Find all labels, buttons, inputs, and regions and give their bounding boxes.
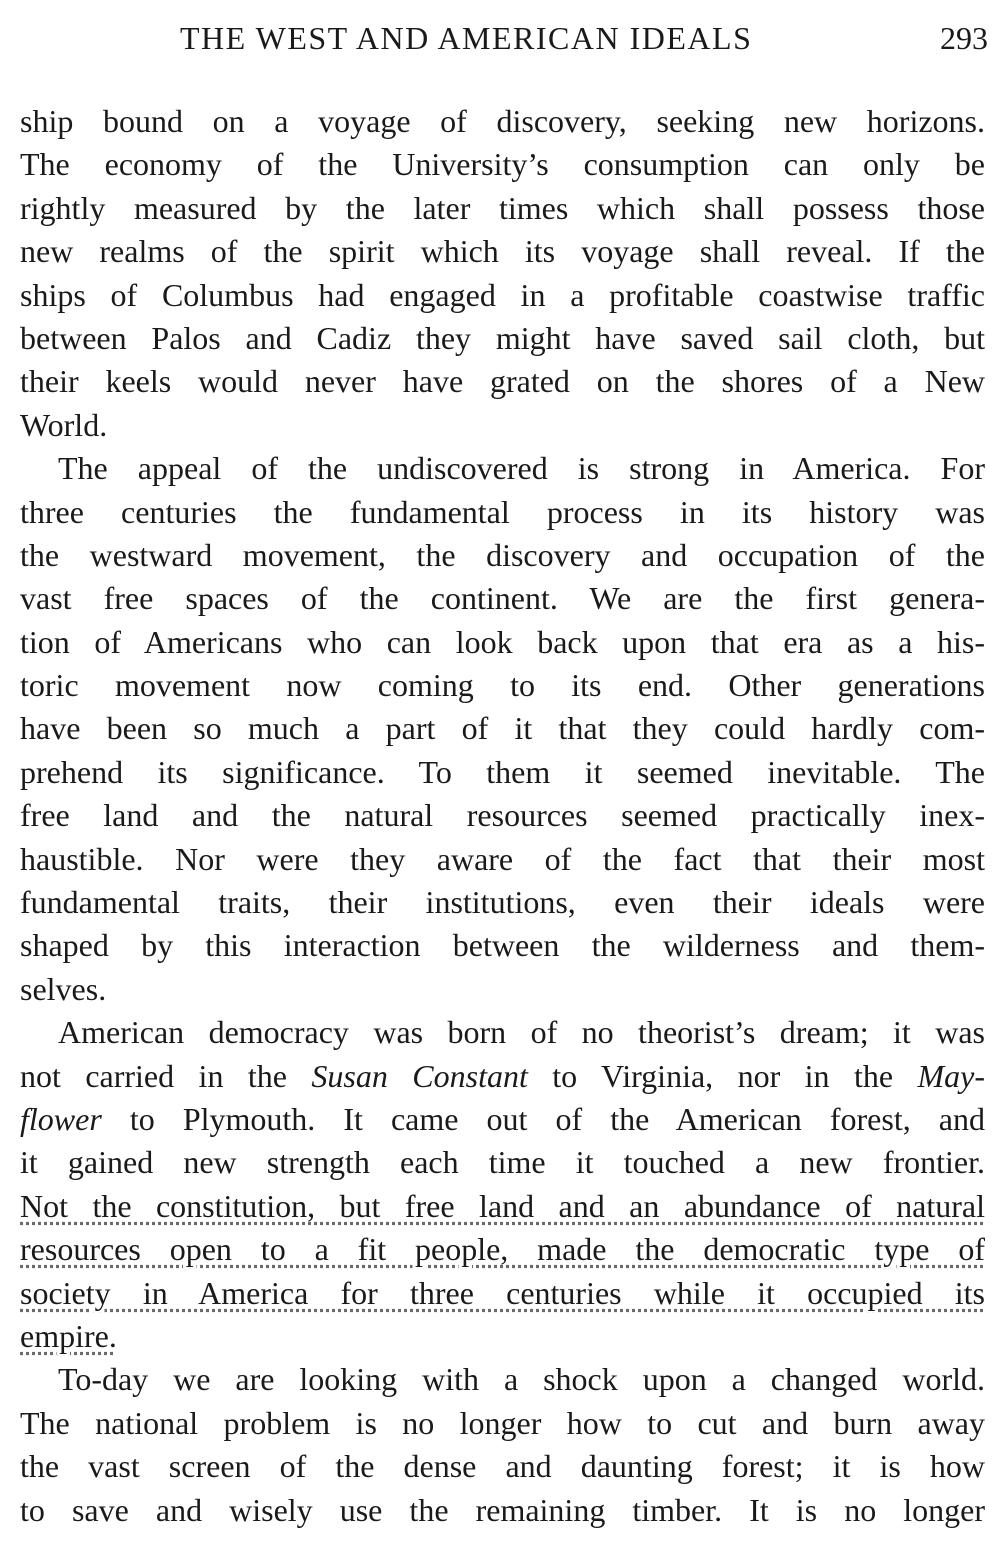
text-line: tion of Americans who can look back upon that era as a his-	[20, 623, 985, 660]
running-head-title: THE WEST AND AMERICAN IDEALS	[180, 20, 753, 56]
text-line: To-day we are looking with a shock upon a changed world.	[58, 1361, 985, 1398]
text-line-underlined: society in America for three centuries while it occupied its	[20, 1274, 985, 1311]
text-line: The appeal of the undiscovered is strong in America. For	[58, 450, 985, 487]
paragraph-2	[20, 447, 985, 1011]
text-line: have been so much a part of it that they could hardly com-	[20, 710, 985, 747]
ship-name-italic: flower	[20, 1100, 102, 1137]
paragraph-4	[20, 1358, 985, 1532]
text-line: free land and the natural resources seemed practically inex-	[20, 797, 985, 834]
text-line: fundamental traits, their institutions, even their ideals were	[20, 884, 985, 921]
text-line: three centuries the fundamental process in its history was	[20, 493, 985, 530]
running-head	[180, 20, 988, 64]
text-line: American democracy was born of no theorist’s dream; it was	[58, 1014, 985, 1051]
text-line-underlined: empire.	[20, 1317, 117, 1354]
text-line: ship bound on a voyage of discovery, seeking new horizons.	[20, 103, 985, 139]
text-line: rightly measured by the later times which shall possess those	[20, 189, 985, 226]
text-line: haustible. Nor were they aware of the fact that their most	[20, 840, 985, 877]
text-line-underlined: resources open to a fit people, made the democratic type of	[20, 1231, 985, 1268]
text-line-underlined: it gained new strength each time it touched a new frontier.	[20, 1144, 985, 1181]
text-line: the westward movement, the discovery and occupation of the	[20, 536, 985, 573]
page-number: 293	[940, 20, 988, 56]
text-line-underlined: Not the constitution, but free land and an abundance of natural	[20, 1187, 985, 1224]
text-line-italic: not carried in the Susan Constant to Virginia, nor in the May-	[20, 1057, 985, 1094]
ship-name-italic: May-	[917, 1057, 985, 1094]
text-line: vast free spaces of the continent. We are the first genera-	[20, 580, 985, 617]
text-line: shaped by this interaction between the wilderness and them-	[20, 927, 985, 964]
text-line: new realms of the spirit which its voyage shall reveal. If the	[20, 233, 985, 270]
body-text	[20, 100, 985, 1532]
paragraph-1-continued	[20, 100, 985, 447]
text-line: The economy of the University’s consumption can only be	[20, 146, 985, 183]
ship-name-italic: Susan Constant	[311, 1057, 528, 1094]
text-line: ships of Columbus had engaged in a profitable coastwise traffic	[20, 276, 985, 313]
text-line: World.	[20, 406, 108, 443]
text-line: their keels would never have grated on the shores of a New	[20, 363, 985, 400]
text-line: prehend its significance. To them it seemed inevitable. The	[20, 753, 985, 790]
text-line-italic: flower to Plymouth. It came out of the American forest, and	[20, 1100, 985, 1137]
text-line: the vast screen of the dense and daunting forest; it is how	[20, 1448, 985, 1485]
paragraph-3	[20, 1011, 985, 1358]
text-line: selves.	[20, 970, 107, 1007]
text-line: toric movement now coming to its end. Other generations	[20, 667, 985, 704]
text-line: between Palos and Cadiz they might have saved sail cloth, but	[20, 319, 985, 356]
text-line: to save and wisely use the remaining timber. It is no longer	[20, 1491, 985, 1528]
text-line: The national problem is no longer how to cut and burn away	[20, 1404, 985, 1441]
